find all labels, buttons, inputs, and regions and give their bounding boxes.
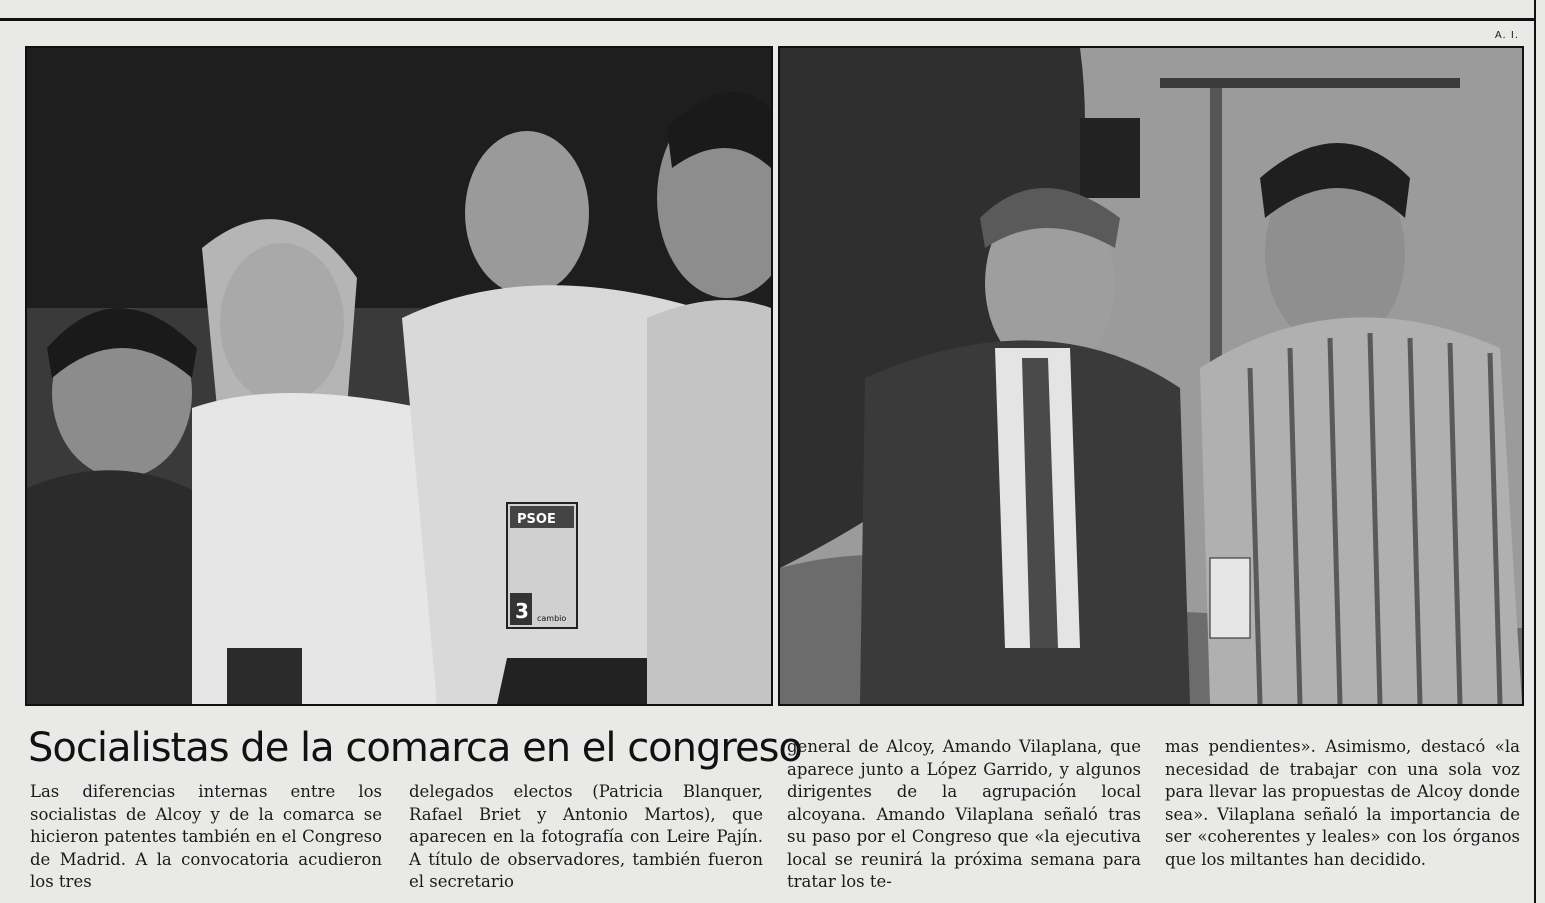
badge-number: 3 (515, 599, 529, 623)
article-column-1: Las diferencias internas entre los socialistas de Alcoy y de la comarca se hicieron patentes también en el Congreso de Madrid. A la convocatoria acudieron los tres (30, 782, 382, 891)
article-headline: Socialistas de la comarca en el congreso (28, 725, 802, 771)
photo-credit: A. I. (1494, 30, 1519, 41)
badge-sub: cambio (537, 614, 567, 623)
article-column-2: delegados electos (Patricia Blanquer, Rafael Briet y Antonio Martos), que aparecen en la fotografía con Leire Pajín. A título de observadores, también fueron el secretario (409, 782, 763, 891)
article-column-3: general de Alcoy, Amando Vilaplana, que aparece junto a López Garrido, y algunos dirigentes de la agrupación local alcoyana. Amando Vilaplana señaló tras su paso por el Congreso que «la ejecutiva local se reunirá la próxima semana para tratar los te- (787, 737, 1141, 891)
photo-delegates (25, 46, 773, 706)
top-rule (0, 18, 1536, 21)
photo-delegates-illustration (27, 48, 771, 704)
photo-vilaplana (778, 46, 1524, 706)
article-column-4: mas pendientes». Asimismo, destacó «la necesidad de trabajar con una sola voz para llevar las propuestas de Alcoy donde sea». Vilaplana señaló la importancia de ser «coherentes y leales» con los órganos que los miltantes han decidido. (1165, 737, 1520, 869)
badge-text: PSOE (517, 512, 556, 527)
photo-vilaplana-illustration (780, 48, 1522, 704)
right-rule (1534, 0, 1536, 903)
